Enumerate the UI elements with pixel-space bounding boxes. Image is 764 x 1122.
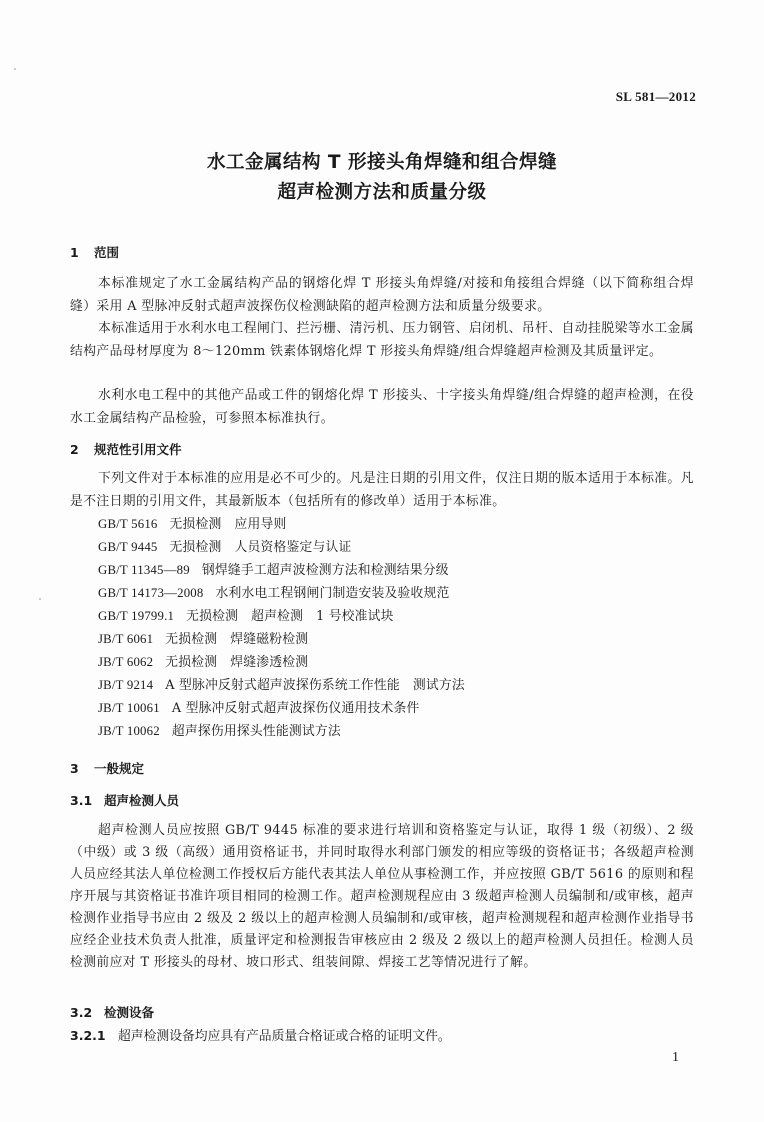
reference-title: 无损检测 焊缝磁粉检测 [165,632,309,647]
reference-code: GB/T 19799.1 [98,609,175,623]
reference-item [98,699,420,718]
document-title-line1: 水工金属结构 T 形接头角焊缝和组合焊缝 [206,152,557,173]
reference-item [98,653,308,672]
reference-title: 钢焊缝手工超声波检测方法和检测结果分级 [201,563,449,578]
personnel-paragraph: 超声检测人员应按照 GB/T 9445 标准的要求进行培训和资格鉴定与认证，取得 1 级（初级）、2 级（中级）或 3 级（高级）通用资格证书，并同时取得水利部门颁发的相应等级的资格证书；各级超声检测人员应经其法人单位检测工作授权后方能代表其法人单位从事检测工作，并应按照 GB/T 5616 的原则和程序开展与其资格证书准许项目相同的检测工作。超声检测规程应由 3 级超声检测人员编制和/或审核，超声检测作业指导书应由 2 级及 2 级以上的超声检测人员编制和/或审核，超声检测规程和超声检测作业指导书应经企业技术负责人批准，质量评定和检测报告审核应由 2 级及 2 级以上的超声检测人员担任。检测人员检测前应对 T 形接头的母材、坡口形式、组装间隙、焊接工艺等情况进行了解。 [70,823,694,970]
subsection-number: 3.2 [70,1005,93,1020]
reference-code: JB/T 9214 [98,678,154,692]
scope-paragraph-1: 本标准规定了水工金属结构产品的钢熔化焊 T 形接头角焊缝/对接和角接组合焊缝（以下简称组合焊缝）采用 A 型脉冲反射式超声波探伤仪检测缺陷的超声检测方法和质量分级要求。 [70,276,694,314]
reference-code: JB/T 6061 [98,632,154,646]
reference-code: GB/T 9445 [98,540,158,554]
section-1-heading [70,243,119,261]
scan-speck [39,598,41,600]
document-title-line2: 超声检测方法和质量分级 [277,182,487,203]
reference-item [98,722,341,741]
reference-item [98,584,449,603]
section-number: 1 [70,245,79,260]
reference-code: GB/T 11345—89 [98,563,190,577]
standard-code: SL 581—2012 [615,89,696,104]
clause-3-2-1 [70,1025,451,1044]
page-number: 1 [672,1050,679,1065]
section-2-heading [70,440,182,458]
reference-title: 无损检测 应用导则 [169,517,287,532]
subsection-number: 3.1 [70,793,93,808]
reference-title: 无损检测 人员资格鉴定与认证 [169,540,352,555]
clause-text: 超声检测设备均应具有产品质量合格证或合格的证明文件。 [118,1029,451,1044]
subsection-3-2-heading [70,1003,154,1021]
section-number: 3 [70,761,79,776]
section-title: 规范性引用文件 [94,442,182,457]
reference-title: 水利水电工程钢闸门制造安装及验收规范 [215,586,450,601]
reference-item [98,561,449,580]
subsection-title: 超声检测人员 [104,793,180,808]
section-title: 一般规定 [94,761,145,776]
reference-code: GB/T 5616 [98,517,158,531]
reference-title: 无损检测 超声检测 1 号校准试块 [186,609,394,624]
reference-title: 超声探伤用探头性能测试方法 [171,724,341,739]
scope-paragraph-2: 本标准适用于水利水电工程闸门、拦污栅、清污机、压力钢管、启闭机、吊杆、自动挂脱梁等水工金属结构产品母材厚度为 8～120mm 铁素体钢熔化焊 T 形接头角焊缝/组合焊缝超声检测及其质量评定。 [70,321,694,359]
reference-item [98,607,394,626]
section-number: 2 [70,442,79,457]
references-intro: 下列文件对于本标准的应用是必不可少的。凡是注日期的引用文件，仅注日期的版本适用于本标准。凡是不注日期的引用文件，其最新版本（包括所有的修改单）适用于本标准。 [70,471,694,509]
reference-item [98,676,465,695]
subsection-title: 检测设备 [104,1005,155,1020]
clause-number: 3.2.1 [70,1028,106,1043]
reference-code: JB/T 10061 [98,701,160,715]
scan-speck [14,68,16,70]
reference-code: GB/T 14173—2008 [98,586,204,600]
reference-code: JB/T 6062 [98,655,154,669]
subsection-3-1-heading [70,791,179,809]
scope-paragraph-3: 水利水电工程中的其他产品或工件的钢熔化焊 T 形接头、十字接头角焊缝/组合焊缝的超声检测，在役水工金属结构产品检验，可参照本标准执行。 [70,388,694,426]
reference-title: A 型脉冲反射式超声波探伤仪通用技术条件 [171,701,420,716]
section-3-heading [70,759,144,777]
reference-item [98,630,308,649]
reference-title: 无损检测 焊缝渗透检测 [165,655,309,670]
reference-item [98,515,287,534]
reference-code: JB/T 10062 [98,724,160,738]
section-title: 范围 [94,245,120,260]
reference-item [98,538,351,557]
reference-title: A 型脉冲反射式超声波探伤系统工作性能 测试方法 [165,678,465,693]
